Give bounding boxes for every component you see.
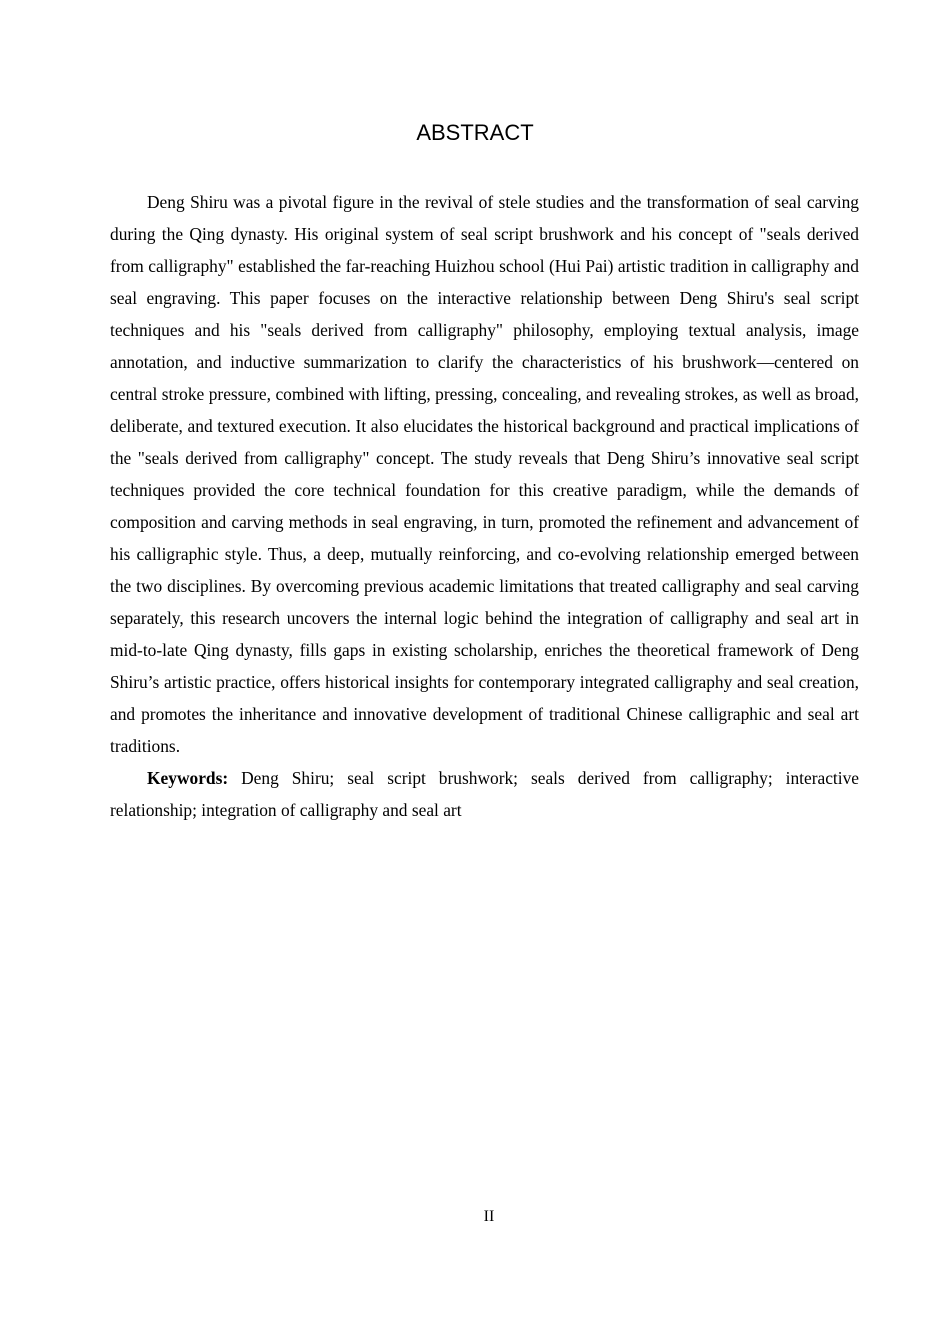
abstract-body: [110, 186, 859, 826]
keywords-line: [110, 762, 859, 826]
keywords-text: Deng Shiru; seal script brushwork; seals derived from calligraphy; interactive relationship; integration of calligraphy and seal art: [110, 768, 859, 820]
keywords-label: Keywords:: [147, 768, 229, 788]
abstract-title: ABSTRACT: [416, 120, 534, 145]
page-number: II: [483, 1208, 495, 1225]
abstract-paragraph: Deng Shiru was a pivotal figure in the revival of stele studies and the transformation of seal carving during the Qing dynasty. His original system of seal script brushwork and his concept of "seals derived from calligraphy" established the far-reaching Huizhou school (Hui Pai) artistic tradition in calligraphy and seal engraving. This paper focuses on the interactive relationship between Deng Shiru's seal script techniques and his "seals derived from calligraphy" philosophy, employing textual analysis, image annotation, and inductive summarization to clarify the characteristics of his brushwork—centered on central stroke pressure, combined with lifting, pressing, concealing, and revealing strokes, as well as broad, deliberate, and textured execution. It also elucidates the historical background and practical implications of the "seals derived from calligraphy" concept. The study reveals that Deng Shiru’s innovative seal script techniques provided the core technical foundation for this creative paradigm, while the demands of composition and carving methods in seal engraving, in turn, promoted the refinement and advancement of his calligraphic style. Thus, a deep, mutually reinforcing, and co-evolving relationship emerged between the two disciplines. By overcoming previous academic limitations that treated calligraphy and seal carving separately, this research uncovers the internal logic behind the integration of calligraphy and seal art in mid-to-late Qing dynasty, fills gaps in existing scholarship, enriches the theoretical framework of Deng Shiru’s artistic practice, offers historical insights for contemporary integrated calligraphy and seal creation, and promotes the inheritance and innovative development of traditional Chinese calligraphic and seal art traditions.: [110, 192, 859, 756]
